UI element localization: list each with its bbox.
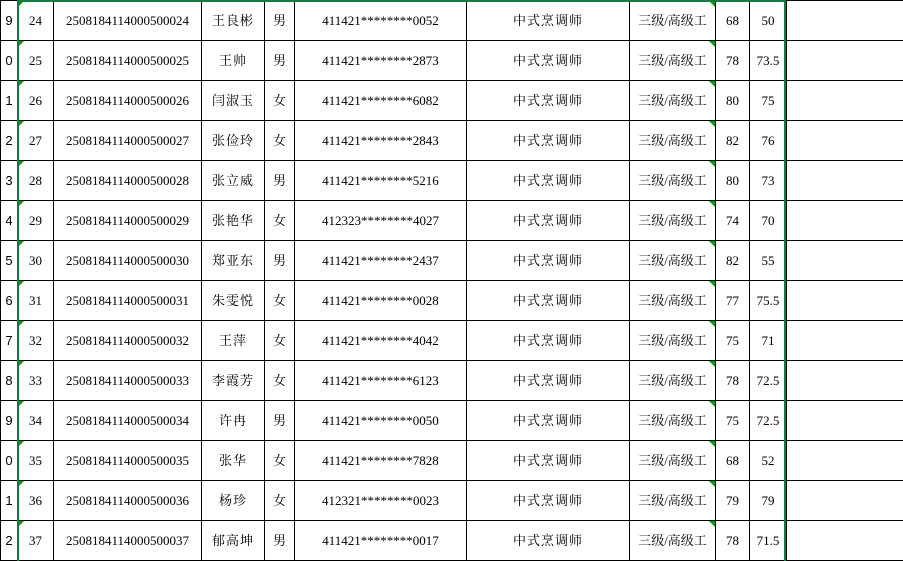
table-row[interactable] [1,41,903,81]
cell-score-practice[interactable]: 75.5 [750,281,787,321]
cell-cert-no[interactable]: 2508184114000500032 [54,321,202,361]
cell-seq[interactable]: 32 [18,321,54,361]
cell-level[interactable]: 三级/高级工 [630,481,716,521]
cell-id-no[interactable]: 411421********6082 [295,81,467,121]
cell-seq[interactable]: 25 [18,41,54,81]
cell-occupation[interactable]: 中式烹调师 [467,81,630,121]
cell-occupation[interactable]: 中式烹调师 [467,481,630,521]
cell-level[interactable]: 三级/高级工 [630,361,716,401]
cell-occupation[interactable]: 中式烹调师 [467,521,630,561]
cell-id-no[interactable]: 411421********6123 [295,361,467,401]
table-row[interactable] [1,1,903,41]
cell-name[interactable]: 王萍 [202,321,265,361]
cell-score-practice[interactable]: 70 [750,201,787,241]
cell-level[interactable]: 三级/高级工 [630,201,716,241]
cell-score-practice[interactable]: 72.5 [750,401,787,441]
cell-seq[interactable]: 27 [18,121,54,161]
cell-level[interactable]: 三级/高级工 [630,521,716,561]
cell-level[interactable]: 三级/高级工 [630,81,716,121]
cell-seq[interactable]: 29 [18,201,54,241]
cell-score-practice[interactable]: 50 [750,1,787,41]
cell-cert-no[interactable]: 2508184114000500029 [54,201,202,241]
cell-cert-no[interactable]: 2508184114000500028 [54,161,202,201]
cell-name[interactable]: 王帅 [202,41,265,81]
cell-level[interactable]: 三级/高级工 [630,441,716,481]
cell-sex[interactable]: 男 [265,241,295,281]
cell-score-theory[interactable]: 78 [716,41,750,81]
cell-empty[interactable] [787,201,903,241]
cell-occupation[interactable]: 中式烹调师 [467,1,630,41]
cell-id-no[interactable]: 411421********4042 [295,321,467,361]
row-header-cell[interactable]: 2 [1,121,18,161]
table-row[interactable] [1,201,903,241]
cell-cert-no[interactable]: 2508184114000500037 [54,521,202,561]
row-header-cell[interactable]: 7 [1,321,18,361]
row-header-cell[interactable]: 0 [1,441,18,481]
cell-seq[interactable]: 34 [18,401,54,441]
cell-score-theory[interactable]: 80 [716,161,750,201]
cell-empty[interactable] [787,401,903,441]
cell-occupation[interactable]: 中式烹调师 [467,441,630,481]
cell-seq[interactable]: 26 [18,81,54,121]
cell-cert-no[interactable]: 2508184114000500025 [54,41,202,81]
cell-sex[interactable]: 女 [265,81,295,121]
cell-name[interactable]: 张艳华 [202,201,265,241]
cell-cert-no[interactable]: 2508184114000500034 [54,401,202,441]
cell-name[interactable]: 王良彬 [202,1,265,41]
cell-occupation[interactable]: 中式烹调师 [467,121,630,161]
row-header-cell[interactable]: 9 [1,401,18,441]
cell-occupation[interactable]: 中式烹调师 [467,241,630,281]
cell-empty[interactable] [787,1,903,41]
cell-empty[interactable] [787,521,903,561]
cell-level[interactable]: 三级/高级工 [630,401,716,441]
cell-empty[interactable] [787,241,903,281]
cell-cert-no[interactable]: 2508184114000500030 [54,241,202,281]
cell-cert-no[interactable]: 2508184114000500024 [54,1,202,41]
cell-level[interactable]: 三级/高级工 [630,321,716,361]
cell-score-practice[interactable]: 72.5 [750,361,787,401]
cell-empty[interactable] [787,481,903,521]
cell-id-no[interactable]: 411421********5216 [295,161,467,201]
cell-score-theory[interactable]: 78 [716,361,750,401]
row-header-cell[interactable]: 4 [1,201,18,241]
cell-score-theory[interactable]: 68 [716,1,750,41]
cell-level[interactable]: 三级/高级工 [630,1,716,41]
cell-occupation[interactable]: 中式烹调师 [467,201,630,241]
cell-score-practice[interactable]: 55 [750,241,787,281]
cell-seq[interactable]: 33 [18,361,54,401]
cell-score-practice[interactable]: 71.5 [750,521,787,561]
cell-empty[interactable] [787,361,903,401]
cell-name[interactable]: 朱雯悦 [202,281,265,321]
cell-id-no[interactable]: 412321********0023 [295,481,467,521]
cell-score-practice[interactable]: 52 [750,441,787,481]
cell-name[interactable]: 张立威 [202,161,265,201]
cell-score-practice[interactable]: 79 [750,481,787,521]
cell-sex[interactable]: 女 [265,481,295,521]
table-row[interactable] [1,361,903,401]
cell-occupation[interactable]: 中式烹调师 [467,361,630,401]
cell-level[interactable]: 三级/高级工 [630,241,716,281]
cell-score-practice[interactable]: 75 [750,81,787,121]
cell-level[interactable]: 三级/高级工 [630,121,716,161]
cell-empty[interactable] [787,321,903,361]
cell-score-theory[interactable]: 82 [716,241,750,281]
cell-sex[interactable]: 男 [265,401,295,441]
cell-sex[interactable]: 男 [265,41,295,81]
cell-score-theory[interactable]: 79 [716,481,750,521]
cell-name[interactable]: 李霞芳 [202,361,265,401]
table-row[interactable] [1,281,903,321]
table-row[interactable] [1,81,903,121]
cell-sex[interactable]: 男 [265,521,295,561]
table-row[interactable] [1,321,903,361]
cell-occupation[interactable]: 中式烹调师 [467,321,630,361]
cell-seq[interactable]: 24 [18,1,54,41]
cell-level[interactable]: 三级/高级工 [630,161,716,201]
cell-cert-no[interactable]: 2508184114000500035 [54,441,202,481]
cell-cert-no[interactable]: 2508184114000500036 [54,481,202,521]
cell-sex[interactable]: 女 [265,441,295,481]
cell-sex[interactable]: 男 [265,1,295,41]
cell-occupation[interactable]: 中式烹调师 [467,161,630,201]
cell-sex[interactable]: 女 [265,201,295,241]
cell-score-theory[interactable]: 77 [716,281,750,321]
table-row[interactable] [1,401,903,441]
row-header-cell[interactable]: 5 [1,241,18,281]
cell-seq[interactable]: 36 [18,481,54,521]
cell-cert-no[interactable]: 2508184114000500031 [54,281,202,321]
cell-seq[interactable]: 30 [18,241,54,281]
table-row[interactable] [1,161,903,201]
cell-sex[interactable]: 男 [265,161,295,201]
row-header-cell[interactable]: 1 [1,481,18,521]
cell-id-no[interactable]: 411421********7828 [295,441,467,481]
table-row[interactable] [1,121,903,161]
cell-level[interactable]: 三级/高级工 [630,281,716,321]
cell-score-practice[interactable]: 73.5 [750,41,787,81]
cell-empty[interactable] [787,441,903,481]
cell-empty[interactable] [787,161,903,201]
cell-sex[interactable]: 女 [265,121,295,161]
cell-id-no[interactable]: 411421********0017 [295,521,467,561]
cell-occupation[interactable]: 中式烹调师 [467,41,630,81]
cell-name[interactable]: 郑亚东 [202,241,265,281]
cell-sex[interactable]: 女 [265,361,295,401]
cell-seq[interactable]: 37 [18,521,54,561]
row-header-cell[interactable]: 8 [1,361,18,401]
table-row[interactable] [1,241,903,281]
cell-sex[interactable]: 女 [265,281,295,321]
cell-empty[interactable] [787,121,903,161]
cell-seq[interactable]: 31 [18,281,54,321]
cell-empty[interactable] [787,41,903,81]
cell-score-theory[interactable]: 80 [716,81,750,121]
cell-name[interactable]: 郁高坤 [202,521,265,561]
cell-id-no[interactable]: 411421********0028 [295,281,467,321]
row-header-cell[interactable]: 1 [1,81,18,121]
cell-score-theory[interactable]: 75 [716,321,750,361]
table-row[interactable] [1,521,903,561]
cell-empty[interactable] [787,81,903,121]
cell-score-theory[interactable]: 68 [716,441,750,481]
row-header-cell[interactable]: 0 [1,41,18,81]
cell-score-theory[interactable]: 82 [716,121,750,161]
row-header-cell[interactable]: 2 [1,521,18,561]
row-header-cell[interactable]: 9 [1,1,18,41]
cell-id-no[interactable]: 411421********2873 [295,41,467,81]
row-header-cell[interactable]: 3 [1,161,18,201]
cell-id-no[interactable]: 411421********0050 [295,401,467,441]
cell-name[interactable]: 许冉 [202,401,265,441]
cell-score-theory[interactable]: 78 [716,521,750,561]
cell-id-no[interactable]: 411421********2843 [295,121,467,161]
cell-occupation[interactable]: 中式烹调师 [467,401,630,441]
cell-cert-no[interactable]: 2508184114000500033 [54,361,202,401]
cell-score-practice[interactable]: 71 [750,321,787,361]
table-row[interactable] [1,441,903,481]
cell-name[interactable]: 张华 [202,441,265,481]
row-header-cell[interactable]: 6 [1,281,18,321]
cell-score-practice[interactable]: 76 [750,121,787,161]
cell-id-no[interactable]: 411421********0052 [295,1,467,41]
cell-level[interactable]: 三级/高级工 [630,41,716,81]
cell-seq[interactable]: 35 [18,441,54,481]
cell-sex[interactable]: 女 [265,321,295,361]
cell-seq[interactable]: 28 [18,161,54,201]
table-body [1,1,903,561]
cell-empty[interactable] [787,281,903,321]
cell-occupation[interactable]: 中式烹调师 [467,281,630,321]
cell-cert-no[interactable]: 2508184114000500026 [54,81,202,121]
cell-name[interactable]: 闫淑玉 [202,81,265,121]
table-row[interactable] [1,481,903,521]
cell-id-no[interactable]: 411421********2437 [295,241,467,281]
cell-score-theory[interactable]: 74 [716,201,750,241]
cell-score-practice[interactable]: 73 [750,161,787,201]
cell-score-theory[interactable]: 75 [716,401,750,441]
cell-name[interactable]: 张俭玲 [202,121,265,161]
cell-cert-no[interactable]: 2508184114000500027 [54,121,202,161]
cell-id-no[interactable]: 412323********4027 [295,201,467,241]
cell-name[interactable]: 杨珍 [202,481,265,521]
